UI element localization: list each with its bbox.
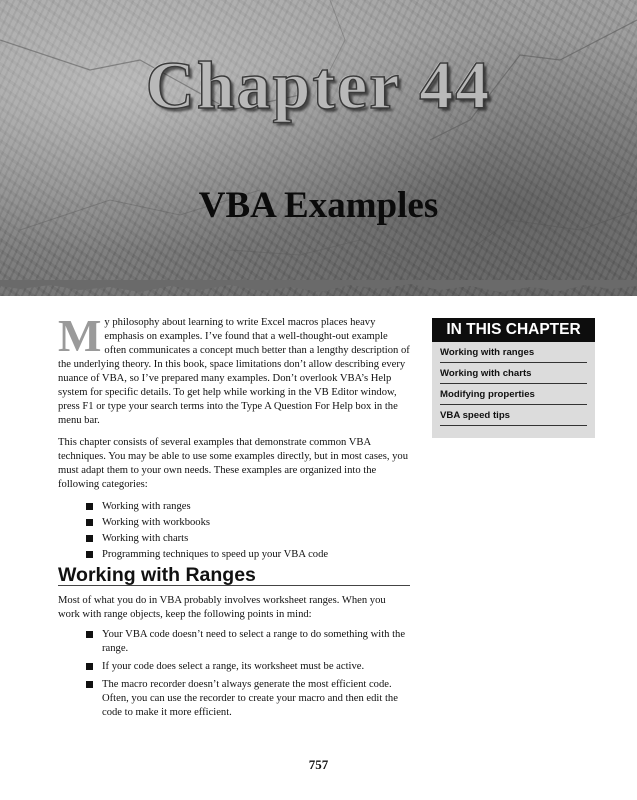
bullet-square-icon bbox=[86, 681, 93, 688]
stone-texture bbox=[0, 0, 637, 296]
range-tips-list bbox=[58, 628, 410, 720]
bullet-square-icon bbox=[86, 519, 93, 526]
bullet-square-icon bbox=[86, 631, 93, 638]
sidebar-item-ranges: Working with ranges bbox=[440, 342, 587, 363]
section-paragraph: Most of what you do in VBA probably involves worksheet ranges. When you work with range objects, keep the following points in mind: bbox=[58, 595, 386, 620]
list-item: Working with charts bbox=[86, 532, 410, 546]
category-list bbox=[58, 500, 410, 562]
bullet-square-icon bbox=[86, 551, 93, 558]
list-item: Working with workbooks bbox=[86, 516, 410, 530]
bullet-square-icon bbox=[86, 503, 93, 510]
list-item: Programming techniques to speed up your VBA code bbox=[86, 548, 410, 562]
chapter-number: Chapter 44 bbox=[145, 47, 492, 123]
bullet-square-icon bbox=[86, 663, 93, 670]
intro-text bbox=[58, 310, 410, 564]
sidebar-item-speed-tips: VBA speed tips bbox=[440, 405, 587, 426]
page-number: 757 bbox=[308, 757, 329, 772]
list-item: Working with ranges bbox=[86, 500, 410, 514]
working-with-ranges-section bbox=[58, 564, 410, 724]
intro-paragraph-1 bbox=[58, 310, 410, 428]
intro-paragraph-1-text: y philosophy about learning to write Excel macros places heavy emphasis on examples. I’ve found that a well-thought-out example often communicates a concept much better than a lengthy description of the underlying theory. In this book, space limitations don’t allow describing every nuance of VBA, so I’ve prepared many examples. Don’t overlook VBA’s Help system for specific details. To get help while working in the VB Editor window, press F1 or type your search terms into the Type A Question For Help box in the menu bar. bbox=[58, 317, 410, 426]
list-item: Your VBA code doesn’t need to select a range to do something with the range. bbox=[86, 628, 410, 656]
section-heading: Working with Ranges bbox=[58, 568, 410, 586]
sidebar-heading: IN THIS CHAPTER bbox=[432, 318, 595, 342]
banner-torn-edge bbox=[0, 280, 637, 298]
sidebar-item-properties: Modifying properties bbox=[440, 384, 587, 405]
intro-paragraph-2: This chapter consists of several examples that demonstrate common VBA techniques. You may be able to use some examples directly, but in most cases, you must adapt them to your own needs. These examples are organized into the following categories: bbox=[58, 437, 409, 490]
chapter-title: VBA Examples bbox=[198, 185, 439, 226]
chapter-banner bbox=[0, 0, 637, 296]
list-item: The macro recorder doesn’t always generate the most efficient code. Often, you can use the recorder to create your macro and then edit the code to make it more efficient. bbox=[86, 678, 410, 720]
sidebar-item-charts: Working with charts bbox=[440, 363, 587, 384]
list-item: If your code does select a range, its worksheet must be active. bbox=[86, 660, 410, 674]
bullet-square-icon bbox=[86, 535, 93, 542]
drop-cap: M bbox=[58, 310, 102, 361]
in-this-chapter-box bbox=[432, 318, 595, 438]
